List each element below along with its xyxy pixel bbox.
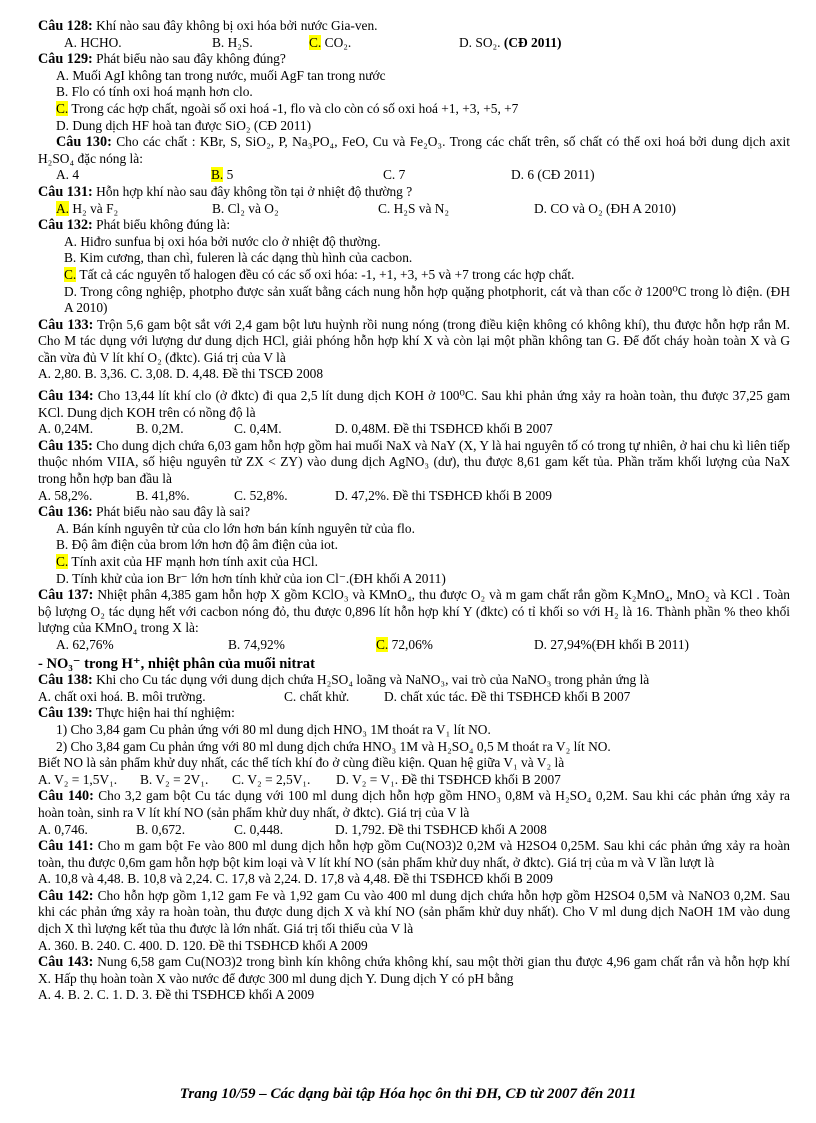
option-b: B. Cl₂ và O₂ bbox=[212, 200, 279, 216]
question-137 bbox=[38, 587, 790, 637]
option-c: C. 7 bbox=[383, 167, 406, 183]
answer-highlight: C. bbox=[56, 100, 69, 116]
question-140 bbox=[38, 788, 790, 821]
option-d: D. 6 (CĐ 2011) bbox=[511, 167, 595, 183]
question-label: Câu 134: bbox=[38, 388, 94, 405]
question-stem: Cho 13,44 lít khí clo (ở đktc) đi qua 2,5 lít dung dịch KOH ở 100⁰C. Sau khi phản ứng xảy ra hoàn toàn, thu được 37,25 gam KCl. Dung dịch KOH trên có nồng độ là bbox=[38, 388, 790, 420]
option-c: C. V₂ = 2,5V₁. bbox=[232, 771, 311, 787]
options-134 bbox=[38, 421, 790, 438]
question-label: Câu 131: bbox=[38, 183, 93, 200]
option-a: A. Muối AgI không tan trong nước, muối AgF tan trong nước bbox=[56, 67, 386, 83]
option-d: D. SO₂. bbox=[459, 34, 501, 50]
question-131 bbox=[38, 184, 790, 201]
option-d: D. chất xúc tác. Đề thi TSĐHCĐ khối B 2007 bbox=[384, 688, 631, 704]
option-b: 5 bbox=[226, 167, 234, 183]
option-b: B. 74,92% bbox=[228, 636, 285, 652]
option-c: C. Trong các hợp chất, ngoài số oxi hoá -1, flo và clo còn có số oxi hoá +1, +3, +5, +7 bbox=[56, 100, 519, 116]
option-b: B. Flo có tính oxi hoá mạnh hơn clo. bbox=[56, 84, 253, 100]
option-a: A. Hiđro sunfua bị oxi hóa bởi nước clo ở nhiệt độ thường. bbox=[64, 233, 381, 249]
option-a: A. HCHO. bbox=[64, 34, 122, 50]
question-label: Câu 133: bbox=[38, 316, 94, 333]
option-d: D. CO và O₂ (ĐH A 2010) bbox=[534, 200, 676, 216]
question-stem: Thực hiện hai thí nghiệm: bbox=[95, 705, 235, 721]
question-stem: Cho hỗn hợp gồm 1,12 gam Fe và 1,92 gam Cu vào 400 ml dung dịch chứa hỗn hợp gồm H2SO4 0,5M và NaNO3 0,2M. Sau khi các phản ứng xảy ra hoàn toàn, thu được dung dịch X và khí NO (sản phẩm khử duy nhất). Cho V ml dung dịch NaOH 1M vào dung dịch X thì lượng kết tủa thu được là lớn nhất. Giá trị tối thiểu của V là bbox=[38, 887, 790, 937]
question-label: Câu 139: bbox=[38, 705, 93, 722]
option-c: C. H₂S và N₂ bbox=[378, 200, 450, 216]
option-a: A. 0,746. bbox=[38, 821, 88, 837]
option-c: 72,06% bbox=[391, 636, 433, 652]
question-stem: Cho 3,2 gam bột Cu tác dụng với 100 ml dung dịch hỗn hợp gồm HNO₃ 0,8M và H₂SO₄ 0,2M. Sau khi các phản ứng xảy ra hoàn toàn, sinh ra V lít khí NO (sản phẩm khử duy nhất, ở đktc). Giá trị của V là bbox=[38, 788, 790, 820]
option-a: H₂ và F₂ bbox=[72, 200, 119, 216]
question-label: Câu 130: bbox=[56, 134, 112, 151]
option-b: B. 41,8%. bbox=[136, 487, 190, 503]
option-b: B. Độ âm điện của brom lớn hơn độ âm điện của iot. bbox=[56, 537, 338, 553]
option-d: D. Dung dịch HF hoà tan được SiO₂ (CĐ 2011) bbox=[56, 117, 312, 133]
options-139 bbox=[38, 772, 790, 789]
source-tag: (CĐ 2011) bbox=[503, 34, 562, 50]
question-133 bbox=[38, 317, 790, 367]
question-stem: Phát biểu nào sau đây là sai? bbox=[96, 504, 251, 520]
option-d: D. 47,2%. Đề thi TSĐHCĐ khối B 2009 bbox=[335, 487, 552, 503]
question-stem: Nhiệt phân 4,385 gam hỗn hợp X gồm KClO₃ và KMnO₄, thu được O₂ và m gam chất rắn gồm K₂MnO₄, MnO₂ và KCl . Toàn bộ lượng O₂ tác dụng hết với cacbon nóng đỏ, thu được 0,896 lít hỗn hợp khí Y (đktc) có tỉ khối so với H₂ là 16. Thành phần % theo khối lượng của KMnO₄ trong X là: bbox=[38, 587, 790, 636]
question-130 bbox=[38, 134, 790, 167]
question-stem: Hỗn hợp khí nào sau đây không tồn tại ở nhiệt độ thường ? bbox=[96, 183, 413, 199]
option-a: A. 4 bbox=[56, 167, 80, 183]
option-d: D. Tính khử của ion Br⁻ lớn hơn tính khử của ion Cl⁻.(ĐH khối A 2011) bbox=[56, 570, 446, 586]
options-143: A. 4. B. 2. C. 1. D. 3. Đề thi TSĐHCĐ khối A 2009 bbox=[38, 987, 315, 1003]
question-stem: Cho dung dịch chứa 6,03 gam hỗn hợp gồm hai muối NaX và NaY (X, Y là hai nguyên tố có trong tự nhiên, ở hai chu kì liên tiếp thuộc nhóm VIIA, số hiệu nguyên tử ZX < ZY) vào dung dịch AgNO₃ (dư), thu được 8,61 gam kết tủa. Phần trăm khối lượng của NaX trong hỗn hợp ban đầu là bbox=[38, 437, 790, 487]
question-stem: Khí nào sau đây không bị oxi hóa bởi nước Gia-ven. bbox=[96, 18, 378, 33]
answer-highlight: C. bbox=[56, 554, 69, 569]
question-label: Câu 128: bbox=[38, 18, 93, 34]
question-tail: Biết NO là sản phẩm khử duy nhất, các thể tích khí đo ở cùng điều kiện. Quan hệ giữa V₁ và V₂ là bbox=[38, 755, 565, 771]
answer-highlight: C. bbox=[64, 266, 77, 282]
question-stem: Nung 6,58 gam Cu(NO3)2 trong bình kín không chứa không khí, sau một thời gian thu được 4,96 gam chất rắn và hỗn hợp khí X. Hấp thụ hoàn toàn X vào nước để được 300 ml dung dịch Y. Dung dịch Y có pH bằng bbox=[38, 954, 790, 986]
section-heading: - NO₃⁻ trong H⁺, nhiệt phân của muối nitrat bbox=[38, 655, 315, 672]
option-c: CO₂. bbox=[324, 34, 352, 50]
question-136 bbox=[38, 504, 790, 521]
question-label: Câu 129: bbox=[38, 51, 93, 68]
question-138 bbox=[38, 672, 790, 689]
options-137 bbox=[38, 637, 790, 654]
question-143 bbox=[38, 954, 790, 987]
question-label: Câu 136: bbox=[38, 504, 93, 521]
question-label: Câu 132: bbox=[38, 217, 93, 234]
options-135 bbox=[38, 488, 790, 505]
question-label: Câu 142: bbox=[38, 887, 94, 904]
options-131 bbox=[38, 201, 790, 218]
answer-highlight: A. bbox=[56, 200, 70, 216]
option-c: C. chất khử. bbox=[284, 688, 350, 704]
answer-highlight: B. bbox=[211, 167, 224, 183]
question-label: Câu 138: bbox=[38, 672, 93, 689]
question-stem: Cho các chất : KBr, S, SiO₂, P, Na₃PO₄, FeO, Cu và Fe₂O₃. Trong các chất trên, số chất có thể oxi hoá bởi dung dịch axit H₂SO₄ đặc nóng là: bbox=[38, 134, 790, 166]
option-a: A. V₂ = 1,5V₁. bbox=[38, 771, 118, 787]
question-label: Câu 141: bbox=[38, 838, 94, 855]
question-128 bbox=[38, 18, 790, 35]
question-134 bbox=[38, 388, 790, 421]
option-a: A. 62,76% bbox=[56, 636, 114, 652]
question-132 bbox=[38, 217, 790, 234]
experiment-2: 2) Cho 3,84 gam Cu phản ứng với 80 ml dung dịch chứa HNO₃ 1M và H₂SO₄ 0,5 M thoát ra V₂ lít NO. bbox=[56, 738, 611, 754]
answer-highlight: C. bbox=[376, 636, 389, 652]
option-c: C. 0,448. bbox=[234, 821, 284, 837]
option-a: A. 0,24M. bbox=[38, 421, 94, 437]
options-130 bbox=[38, 167, 790, 184]
option-b: B. V₂ = 2V₁. bbox=[140, 771, 209, 787]
document-page bbox=[38, 18, 790, 1004]
question-141 bbox=[38, 838, 790, 871]
options-141: A. 10,8 và 4,48. B. 10,8 và 2,24. C. 17,8 và 2,24. D. 17,8 và 4,48. Đề thi TSĐHCĐ khối B 2009 bbox=[38, 871, 553, 887]
option-a: A. 58,2%. bbox=[38, 487, 93, 503]
question-label: Câu 140: bbox=[38, 788, 94, 805]
option-d: D. 27,94%(ĐH khối B 2011) bbox=[534, 636, 689, 652]
option-d: D. 0,48M. Đề thi TSĐHCĐ khối B 2007 bbox=[335, 421, 553, 437]
question-stem: Trộn 5,6 gam bột sắt với 2,4 gam bột lưu huỳnh rồi nung nóng (trong điều kiện không có không khí), thu được hỗn hợp rắn M. Cho M tác dụng với lượng dư dung dịch HCl, giải phóng hỗn hợp khí X và còn lại một phần không tan G. Để đốt cháy hoàn toàn X và G cần vừa đủ V lít khí O₂ (đktc). Giá trị của V là bbox=[38, 316, 790, 365]
option-c: C. Tính axit của HF mạnh hơn tính axit của HCl. bbox=[56, 554, 318, 569]
options-138 bbox=[38, 689, 790, 706]
question-stem: Phát biểu không đúng là: bbox=[96, 217, 231, 233]
option-c: C. Tất cả các nguyên tố halogen đều có các số oxi hóa: -1, +1, +3, +5 và +7 trong các hợp chất. bbox=[64, 266, 575, 282]
page-footer: Trang 10/59 – Các dạng bài tập Hóa học ôn thi ĐH, CĐ từ 2007 đến 2011 bbox=[179, 1086, 637, 1102]
answer-highlight: C. bbox=[309, 34, 322, 50]
option-d: D. 1,792. Đề thi TSĐHCĐ khối A 2008 bbox=[335, 821, 547, 837]
question-label: Câu 135: bbox=[38, 437, 93, 454]
question-stem: Cho m gam bột Fe vào 800 ml dung dịch hỗn hợp gồm Cu(NO3)2 0,2M và H2SO4 0,25M. Sau khi các phản ứng xảy ra hoàn toàn, thu được 0,6m gam hỗn hợp bột kim loại và V lít khí NO (sản phẩm khử duy nhất, ở đktc). Giá trị của m và V lần lượt là bbox=[38, 838, 790, 870]
option-b: B. Kim cương, than chì, fuleren là các dạng thù hình của cacbon. bbox=[64, 250, 413, 266]
question-label: Câu 137: bbox=[38, 587, 94, 604]
experiment-1: 1) Cho 3,84 gam Cu phản ứng với 80 ml dung dịch HNO₃ 1M thoát ra V₁ lít NO. bbox=[56, 721, 491, 737]
option-c: C. 52,8%. bbox=[234, 487, 288, 503]
question-stem: Phát biểu nào sau đây không đúng? bbox=[96, 51, 286, 67]
question-135 bbox=[38, 438, 790, 488]
question-142 bbox=[38, 888, 790, 938]
question-stem: Khi cho Cu tác dụng với dung dịch chứa H₂SO₄ loãng và NaNO₃, vai trò của NaNO₃ trong phản ứng là bbox=[96, 672, 650, 688]
option-b: B. H₂S. bbox=[212, 34, 253, 50]
question-129 bbox=[38, 51, 790, 68]
option-c: C. 0,4M. bbox=[234, 421, 282, 437]
question-label: Câu 143: bbox=[38, 954, 94, 971]
options-133: A. 2,80. B. 3,36. C. 3,08. D. 4,48. Đề thi TSCĐ 2008 bbox=[38, 366, 324, 382]
option-d: D. Trong công nghiệp, photpho được sản xuất bằng cách nung hỗn hợp quặng photphorit, cát và than cốc ở 1200⁰C trong lò điện. (ĐH A 2010) bbox=[64, 283, 790, 316]
options-128 bbox=[38, 35, 790, 52]
option-b: B. 0,672. bbox=[136, 821, 186, 837]
question-139 bbox=[38, 705, 790, 722]
option-b: B. 0,2M. bbox=[136, 421, 184, 437]
options-140 bbox=[38, 822, 790, 839]
options-142: A. 360. B. 240. C. 400. D. 120. Đề thi TSĐHCĐ khối A 2009 bbox=[38, 937, 368, 953]
option-ab: A. chất oxi hoá. B. môi trường. bbox=[38, 688, 206, 704]
option-d: D. V₂ = V₁. Đề thi TSĐHCĐ khối B 2007 bbox=[336, 771, 561, 787]
option-a: A. Bán kính nguyên tử của clo lớn hơn bán kính nguyên tử của flo. bbox=[56, 520, 415, 536]
